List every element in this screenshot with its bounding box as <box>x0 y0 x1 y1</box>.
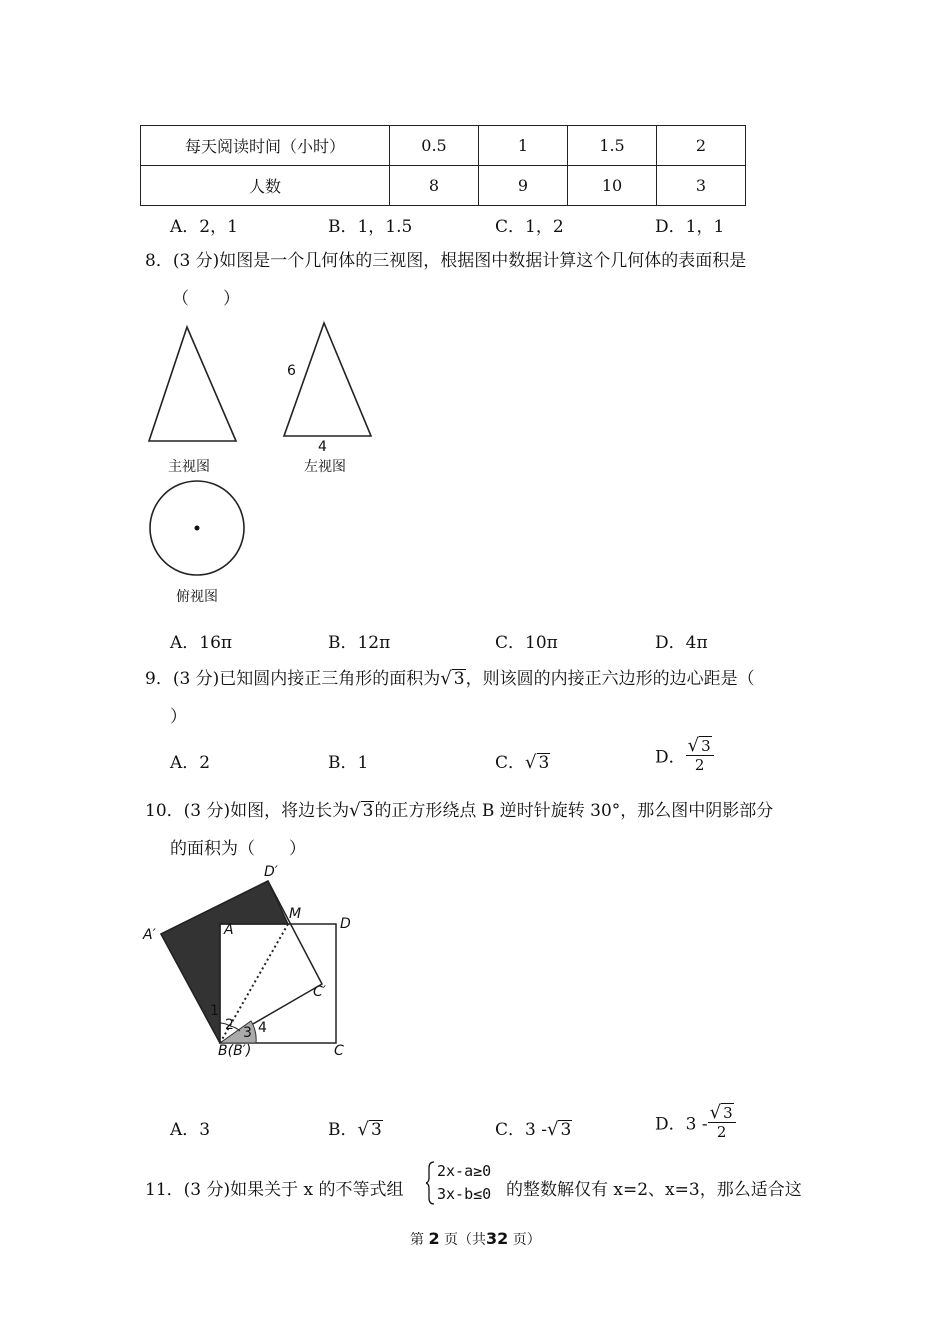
table-cell: 1.5 <box>568 126 657 166</box>
reading-time-table <box>140 125 746 206</box>
q8-option-d: D．4π <box>655 633 708 653</box>
point-label-a-prime: A′ <box>143 927 156 943</box>
top-view-center-dot <box>195 526 200 531</box>
point-label-c: C <box>334 1043 344 1059</box>
q7-option-a: A．2，1 <box>170 217 238 237</box>
q7-option-b: B．1，1.5 <box>328 217 413 237</box>
q8-option-b: B．12π <box>328 633 391 653</box>
q8-stem: 8．(3 分)如图是一个几何体的三视图，根据图中数据计算这个几何体的表面积是 <box>145 251 747 271</box>
q11-stem-a: 11．(3 分)如果关于 x 的不等式组 <box>145 1180 404 1200</box>
q11-stem-b: 的整数解仅有 x=2、x=3，那么适合这 <box>506 1180 802 1200</box>
table-row <box>141 166 746 206</box>
left-view-caption: 左视图 <box>304 459 346 475</box>
fraction: $\frac{√ 3}{2}$ <box>708 1103 736 1141</box>
brace <box>426 1160 436 1206</box>
point-label-m: M <box>289 906 302 922</box>
table-header-cell: 每天阅读时间（小时） <box>141 126 390 166</box>
page-footer: 第 2 页（共32 页） <box>410 1229 541 1248</box>
point-label-d-prime: D′ <box>264 864 278 880</box>
q7-option-d: D．1，1 <box>655 217 725 237</box>
q9-option-a: A．2 <box>170 753 211 773</box>
fraction: $\frac{√ 3}{2}$ <box>686 736 714 774</box>
angle-label-3: 3 <box>243 1025 252 1041</box>
point-label-a: A <box>224 922 234 938</box>
table-cell: 3 <box>657 166 746 206</box>
table-row <box>141 126 746 166</box>
angle-label-4: 4 <box>258 1020 267 1036</box>
table-header-cell: 人数 <box>141 166 390 206</box>
angle-label-2: 2 <box>225 1017 234 1033</box>
point-label-b: B(B′) <box>218 1043 252 1059</box>
q10-option-d: D．3 - $\frac{√ 3}{2}$ <box>655 1103 736 1141</box>
rotated-square-figure <box>140 860 380 1070</box>
table-cell: 8 <box>390 166 479 206</box>
front-view-triangle <box>149 327 236 441</box>
q8-option-c: C．10π <box>495 633 558 653</box>
q10-stem-line2: 的面积为（ ） <box>170 839 306 859</box>
q9-stem-close: ） <box>170 707 187 727</box>
q8-option-a: A．16π <box>170 633 233 653</box>
table-cell: 9 <box>479 166 568 206</box>
q9-option-b: B．1 <box>328 753 369 773</box>
angle-label-1: 1 <box>210 1003 219 1019</box>
q10-option-b: B．√ 3 <box>328 1119 382 1140</box>
side-length-label: 6 <box>287 363 296 379</box>
table-cell: 2 <box>657 126 746 166</box>
q10-option-c: C．3 -√ 3 <box>495 1119 572 1140</box>
table-cell: 1 <box>479 126 568 166</box>
left-view-triangle <box>284 323 371 436</box>
total-pages: 32 <box>486 1229 509 1248</box>
page-number: 2 <box>428 1229 440 1248</box>
point-label-c-prime: C′ <box>313 984 326 1000</box>
q10-option-a: A．3 <box>170 1120 211 1140</box>
point-label-d: D <box>340 916 351 932</box>
q9-option-d: D． $\frac{√ 3}{2}$ <box>655 736 714 774</box>
base-length-label: 4 <box>318 439 327 455</box>
q8-answer-paren: （ ） <box>172 289 240 309</box>
table-cell: 0.5 <box>390 126 479 166</box>
q10-stem: 10．(3 分)如图，将边长为√ 3的正方形绕点 B 逆时针旋转 30°，那么图中阴影部分 <box>145 800 774 821</box>
q9-stem: 9．(3 分)已知圆内接正三角形的面积为√ 3，则该圆的内接正六边形的边心距是（ <box>145 668 755 689</box>
inequality-1: 2x-a≥0 <box>437 1162 492 1180</box>
top-view-caption: 俯视图 <box>176 589 218 605</box>
front-view-caption: 主视图 <box>168 459 210 475</box>
q9-option-c: C．√ 3 <box>495 752 550 773</box>
sqrt-expression: √ 3 <box>440 668 465 689</box>
inequality-2: 3x-b≤0 <box>437 1185 492 1203</box>
q7-option-c: C．1，2 <box>495 217 564 237</box>
table-cell: 10 <box>568 166 657 206</box>
